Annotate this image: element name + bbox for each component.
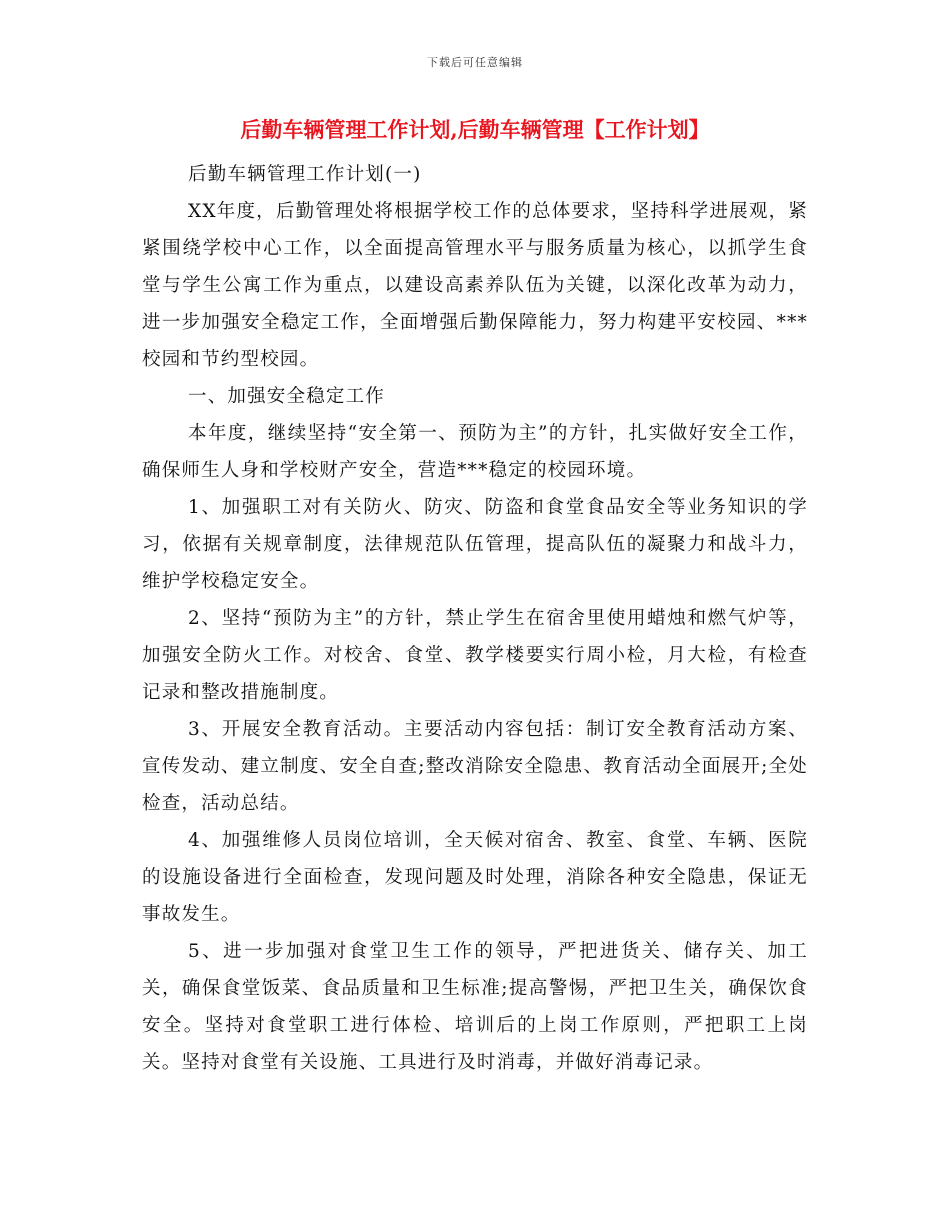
list-item-2: 2、坚持“预防为主”的方针，禁止学生在宿舍里使用蜡烛和燃气炉等，加强安全防火工作。对校舍、食堂、教学楼要实行周小检，月大检，有检查记录和整改措施制度。: [142, 608, 808, 703]
intro-paragraph: XX年度，后勤管理处将根据学校工作的总体要求，坚持科学进展观，紧紧围绕学校中心工作，以全面提高管理水平与服务质量为核心，以抓学生食堂与学生公寓工作为重点，以建设高素养队伍为关键，以深化改革为动力，进一步加强安全稳定工作，全面增强后勤保障能力，努力构建平安校园、***校园和节约型校园。: [142, 201, 808, 370]
section-subtitle: 后勤车辆管理工作计划(一): [188, 164, 422, 185]
document-title: 后勤车辆管理工作计划,后勤车辆管理【工作计划】: [240, 117, 710, 142]
document-body: [142, 156, 808, 1081]
body-paragraph: 本年度，继续坚持“安全第一、预防为主”的方针，扎实做好安全工作，确保师生人身和学校财产安全，营造***稳定的校园环境。: [142, 423, 808, 481]
list-item-1: 1、加强职工对有关防火、防灾、防盗和食堂食品安全等业务知识的学习，依据有关规章制度，法律规范队伍管理，提高队伍的凝聚力和战斗力，维护学校稳定安全。: [142, 497, 808, 592]
list-item-3: 3、开展安全教育活动。主要活动内容包括：制订安全教育活动方案、宣传发动、建立制度、安全自查;整改消除安全隐患、教育活动全面展开;全处检查，活动总结。: [142, 719, 808, 814]
list-item-5: 5、进一步加强对食堂卫生工作的领导，严把进货关、储存关、加工关，确保食堂饭菜、食品质量和卫生标准;提高警惕，严把卫生关，确保饮食安全。坚持对食堂职工进行体检、培训后的上岗工作原则，严把职工上岗关。坚持对食堂有关设施、工具进行及时消毒，并做好消毒记录。: [142, 941, 808, 1073]
page-header: 下载后可任意编辑: [427, 56, 523, 69]
list-item-4: 4、加强维修人员岗位培训，全天候对宿舍、教室、食堂、车辆、医院的设施设备进行全面检查，发现问题及时处理，消除各种安全隐患，保证无事故发生。: [142, 830, 808, 925]
section-heading: 一、加强安全稳定工作: [188, 386, 386, 407]
